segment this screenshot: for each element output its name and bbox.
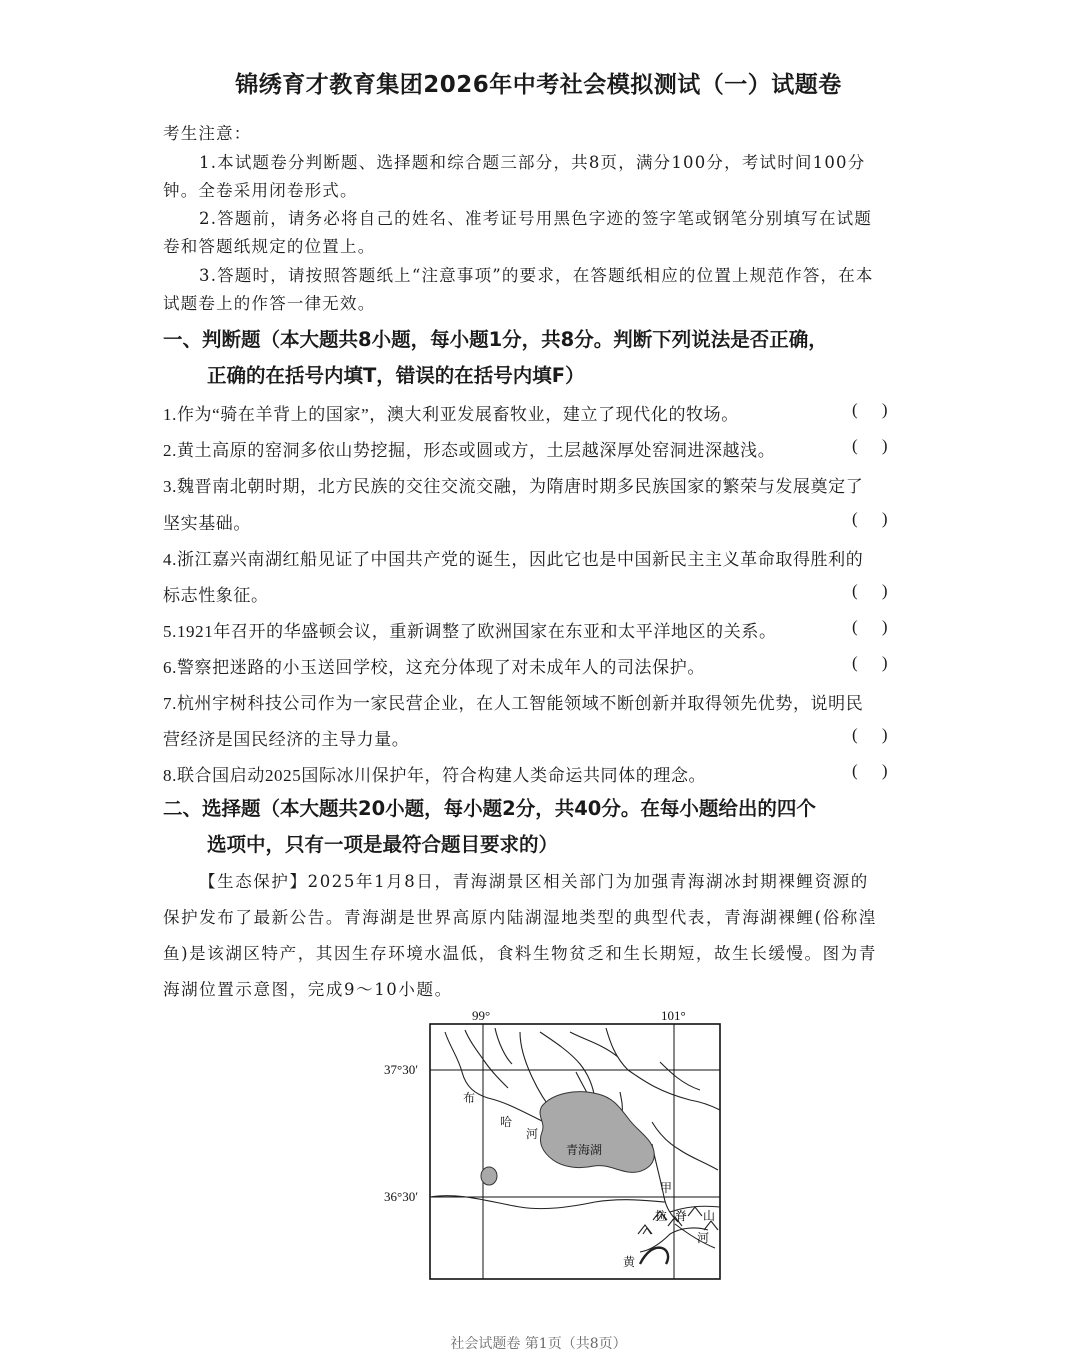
judge-question-3-cont: 坚实基础。 bbox=[163, 514, 251, 533]
answer-blank[interactable]: ( ) bbox=[852, 436, 888, 455]
river-label: 哈 bbox=[500, 1115, 513, 1129]
place-jia-label: 甲 bbox=[660, 1181, 673, 1195]
river-south bbox=[430, 1196, 665, 1209]
answer-blank[interactable]: ( ) bbox=[852, 725, 888, 744]
notice-line: 钟。全卷采用闭卷形式。 bbox=[163, 181, 358, 200]
question-stem: 保护发布了最新公告。青海湖是世界高原内陆湖湿地类型的典型代表，青海湖裸鲤(俗称湟 bbox=[163, 908, 877, 927]
lon-label-101: 101° bbox=[661, 1008, 686, 1023]
lat-label-3730: 37°30′ bbox=[384, 1062, 419, 1077]
mountain-label: 脊 bbox=[675, 1209, 688, 1223]
river-label-right: 河 bbox=[697, 1231, 710, 1245]
lon-label-99: 99° bbox=[472, 1008, 491, 1023]
judge-question-1: 1.作为“骑在羊背上的国家”，澳大利亚发展畜牧业，建立了现代化的牧场。 bbox=[163, 405, 739, 424]
notice-line: 2.答题前，请务必将自己的姓名、准考证号用黑色字迹的签字笔或钢笔分别填写在试题 bbox=[199, 209, 873, 228]
section1-heading-cont: 正确的在括号内填T，错误的在括号内填F） bbox=[207, 364, 585, 387]
huang-label: 黄 bbox=[623, 1255, 636, 1269]
notice-heading: 考生注意： bbox=[163, 124, 252, 143]
answer-blank[interactable]: ( ) bbox=[852, 509, 888, 528]
judge-question-5: 5.1921年召开的华盛顿会议，重新调整了欧洲国家在东亚和太平洋地区的关系。 bbox=[163, 622, 777, 641]
mountain-label: 山 bbox=[703, 1209, 716, 1223]
question-stem: 鱼)是该湖区特产，其因生存环境水温低，食料生物贫乏和生长期短，故生长缓慢。图为青 bbox=[163, 944, 877, 963]
river-label: 布 bbox=[463, 1091, 476, 1105]
river-tributary bbox=[495, 1028, 512, 1064]
qinghai-lake bbox=[540, 1092, 654, 1173]
lake-label: 青海湖 bbox=[566, 1143, 603, 1157]
river-tributary bbox=[606, 1028, 720, 1110]
question-stem: 海湖位置示意图，完成9～10小题。 bbox=[163, 980, 453, 999]
small-lake bbox=[481, 1167, 497, 1185]
judge-question-4-cont: 标志性象征。 bbox=[163, 586, 269, 605]
judge-question-7: 7.杭州宇树科技公司作为一家民营企业，在人工智能领域不断创新并取得领先优势，说明民 bbox=[163, 694, 864, 713]
yellow-river-bend bbox=[640, 1248, 668, 1264]
notice-line: 3.答题时，请按照答题纸上“注意事项”的要求，在答题纸相应的位置上规范作答，在本 bbox=[199, 266, 874, 285]
notice-line: 试题卷上的作答一律无效。 bbox=[163, 294, 376, 313]
lat-label-3630: 36°30′ bbox=[384, 1189, 419, 1204]
river-tributary bbox=[660, 1062, 700, 1090]
judge-question-6: 6.警察把迷路的小玉送回学校，这充分体现了对未成年人的司法保护。 bbox=[163, 658, 705, 677]
qinghai-lake-map bbox=[370, 1002, 730, 1287]
judge-question-8: 8.联合国启动2025国际冰川保护年，符合构建人类命运共同体的理念。 bbox=[163, 766, 707, 785]
judge-question-3: 3.魏晋南北朝时期，北方民族的交往交流交融，为隋唐时期多民族国家的繁荣与发展奠定了 bbox=[163, 477, 864, 496]
section2-heading-cont: 选项中，只有一项是最符合题目要求的） bbox=[207, 833, 559, 856]
question-stem: 【生态保护】2025年1月8日，青海湖景区相关部门为加强青海湖冰封期裸鲤资源的 bbox=[199, 872, 869, 891]
river-label: 河 bbox=[526, 1127, 539, 1141]
judge-question-7-cont: 营经济是国民经济的主导力量。 bbox=[163, 730, 410, 749]
section2-heading: 二、选择题（本大题共20小题，每小题2分，共40分。在每小题给出的四个 bbox=[163, 797, 816, 820]
page-footer: 社会试题卷 第1页（共8页） bbox=[450, 1336, 627, 1352]
judge-question-2: 2.黄土高原的窑洞多依山势挖掘，形态或圆或方，土层越深厚处窑洞进深越浅。 bbox=[163, 441, 776, 460]
notice-line: 卷和答题纸规定的位置上。 bbox=[163, 237, 376, 256]
notice-line: 1.本试题卷分判断题、选择题和综合题三部分，共8页，满分100分，考试时间100分 bbox=[199, 153, 866, 172]
river-tributary bbox=[652, 1122, 718, 1170]
answer-blank[interactable]: ( ) bbox=[852, 400, 888, 419]
section1-heading: 一、判断题（本大题共8小题，每小题1分，共8分。判断下列说法是否正确， bbox=[163, 328, 828, 351]
river-tributary bbox=[540, 1032, 594, 1094]
answer-blank[interactable]: ( ) bbox=[852, 653, 888, 672]
mountain-label: 拉 bbox=[655, 1209, 668, 1223]
answer-blank[interactable]: ( ) bbox=[852, 581, 888, 600]
river-tributary bbox=[465, 1030, 508, 1088]
answer-blank[interactable]: ( ) bbox=[852, 617, 888, 636]
answer-blank[interactable]: ( ) bbox=[852, 761, 888, 780]
judge-question-4: 4.浙江嘉兴南湖红船见证了中国共产党的诞生，因此它也是中国新民主主义革命取得胜利的 bbox=[163, 550, 864, 569]
river-tributary bbox=[570, 1032, 618, 1057]
page-title: 锦绣育才教育集团2026年中考社会模拟测试（一）试题卷 bbox=[235, 72, 842, 98]
